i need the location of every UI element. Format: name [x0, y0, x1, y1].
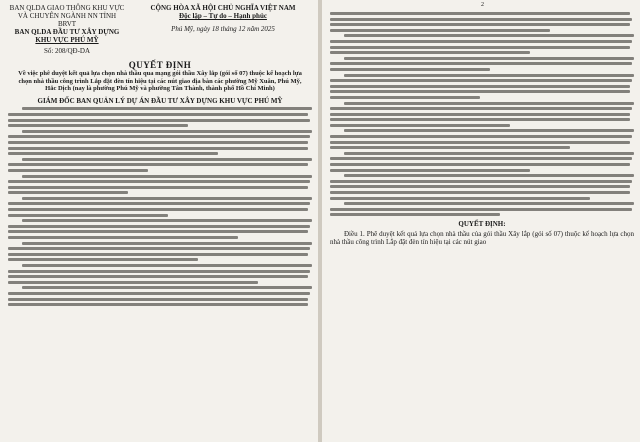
- agency-line-2: VÀ CHUYÊN NGÀNH NN TỈNH BRVT: [17, 12, 117, 28]
- agency-line-4: KHU VỰC PHÚ MỸ: [35, 36, 99, 44]
- decision-heading: QUYẾT ĐỊNH:: [458, 220, 506, 229]
- document-subtitle: Về việc phê duyệt kết quả lựa chọn nhà thầu qua mạng gói thầu Xây lắp (gói số 07) thuộc kế hoạch lựa chọn nhà thầu công trình Lắp đặt đèn tín hiệu tại các nút giao địa bàn các phường Mỹ Xuân, Phú Mỹ, Hắc Dịch (nay là phường Phú Mỹ và phường Tân Thành, thành phố Hồ Chí Minh): [18, 70, 302, 93]
- body-text-block-2: [330, 12, 634, 216]
- national-line-1: CỘNG HÒA XÃ HỘI CHỦ NGHĨA VIỆT NAM: [150, 4, 296, 12]
- body-text-block: [8, 107, 312, 306]
- document-page-2: [322, 0, 640, 442]
- agency-line-1: BAN QLDA GIAO THÔNG KHU VỰC: [9, 4, 125, 12]
- document-number: Số: 208/QĐ-DA: [43, 47, 91, 55]
- document-title: QUYẾT ĐỊNH: [128, 60, 192, 70]
- director-heading: GIÁM ĐỐC BAN QUẢN LÝ DỰ ÁN ĐẦU TƯ XÂY DỰNG KHU VỰC PHÚ MỸ: [37, 96, 283, 105]
- place-date: Phú Mỹ, ngày 18 tháng 12 năm 2025: [171, 25, 275, 33]
- national-line-2: Độc lập – Tự do – Hạnh phúc: [179, 12, 267, 20]
- national-header: [134, 4, 312, 55]
- agency-block: [8, 4, 126, 55]
- document-header: [8, 4, 312, 55]
- page-number: 2: [481, 2, 484, 8]
- article-1-text: Điều 1. Phê duyệt kết quả lựa chọn nhà thầu của gói thầu Xây lắp (gói số 07) thuộc kế hoạch lựa chọn nhà thầu công trình Lắp đặt đèn tín hiệu tại các nút giao: [330, 230, 634, 247]
- document-page-1: [0, 0, 318, 442]
- agency-line-3: BAN QLDA ĐẦU TƯ XÂY DỰNG: [14, 28, 120, 36]
